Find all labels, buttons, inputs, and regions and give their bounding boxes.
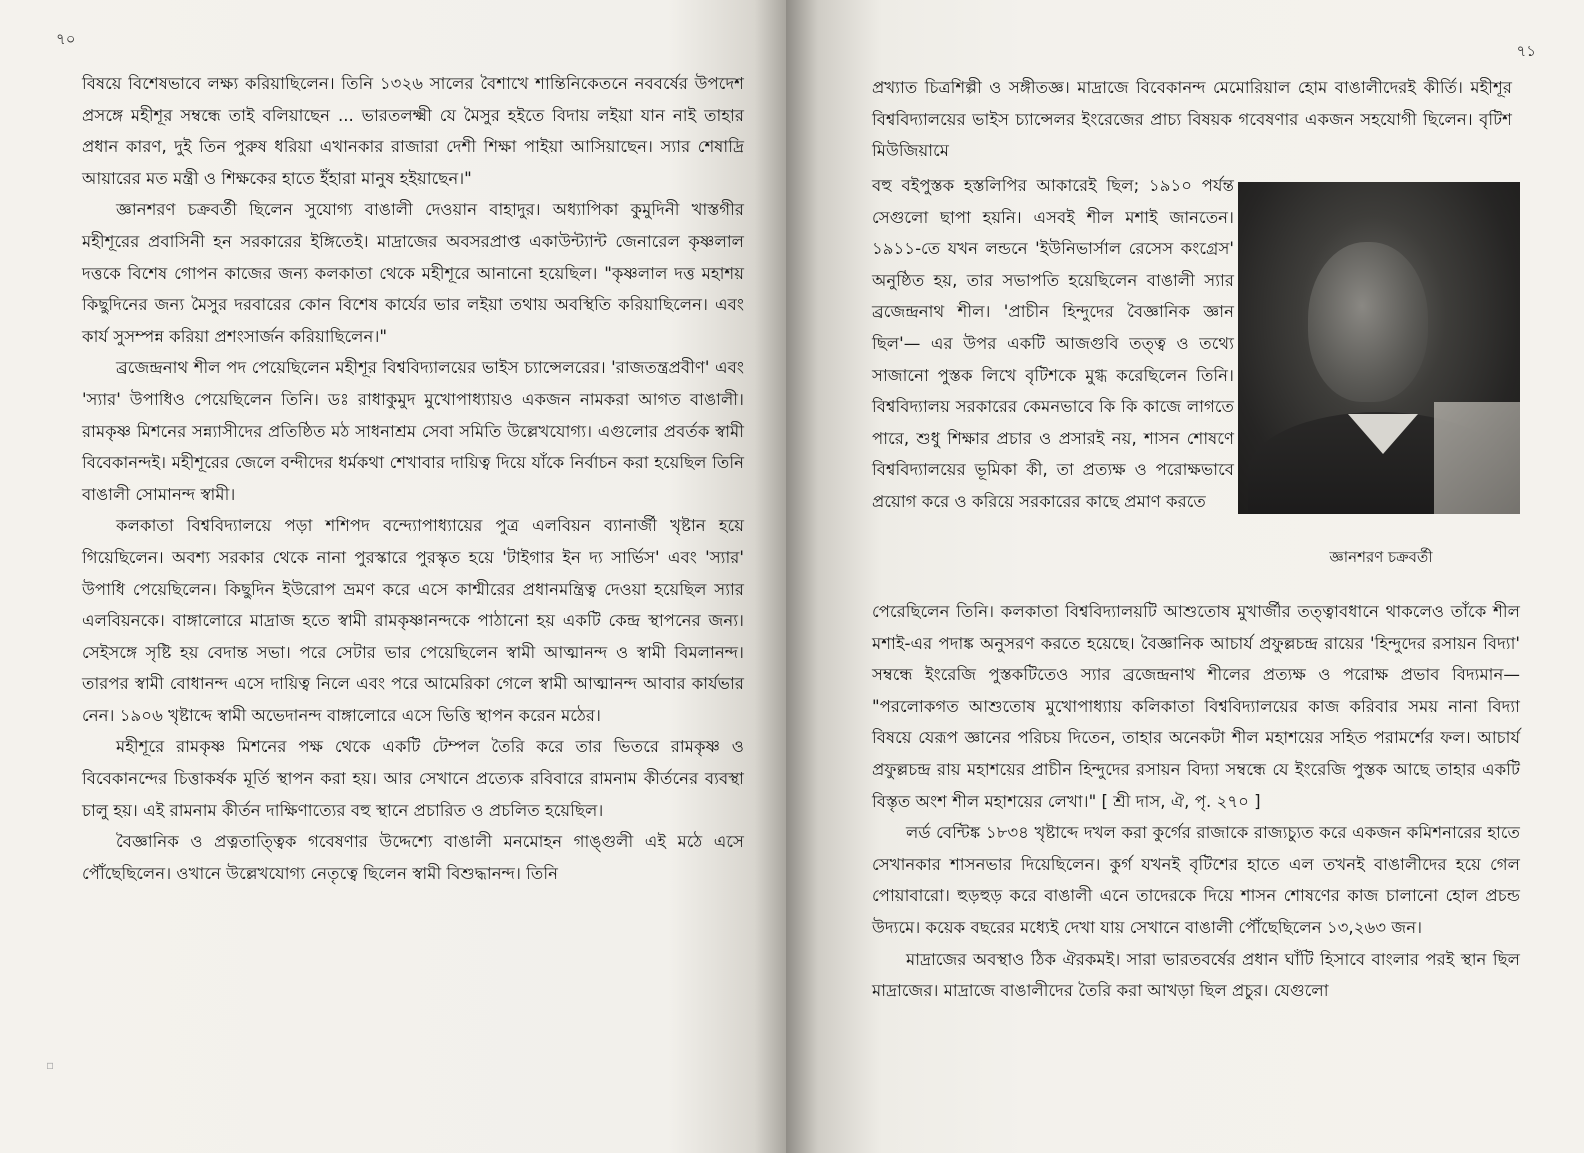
paragraph: বিষয়ে বিশেষভাবে লক্ষ্য করিয়াছিলেন। তিনি ১৩২৬ সালের বৈশাখে শান্তিনিকেতনে নববর্ষের উপদেশ প্রসঙ্গে মহীশূর সম্বন্ধে তাই বলিয়াছেন ... ভারতলক্ষ্মী যে মৈসুর হইতে বিদায় লইয়া যান নাই তাহার প্রধান কারণ, দুই তিন পুরুষ ধরিয়া এখানকার রাজারা দেশী শিক্ষা পাইয়া আসিয়াছেন। স্যার শেষাদ্রি আয়ারের মত মন্ত্রী ও শিক্ষকের হাতে ইঁহারা মানুষ হইয়াছেন।" — [82, 74, 744, 188]
paragraph: কলকাতা বিশ্ববিদ্যালয়ে পড়া শশিপদ বন্দ্যোপাধ্যায়ের পুত্র এলবিয়ন ব্যানার্জী খৃষ্টান হয়ে গিয়েছিলেন। অবশ্য সরকার থেকে নানা পুরস্কারে পুরস্কৃত হয়ে 'টাইগার ইন দ্য সার্ভিস' এবং 'স্যার' উপাধি পেয়েছিলেন। কিছুদিন ইউরোপ ভ্রমণ করে এসে কাশ্মীরের প্রধানমন্ত্রিত্ব দেওয়া হয়েছিল স্যার এলবিয়নকে। বাঙ্গালোরে মাদ্রাজ হতে স্বামী রামকৃষ্ণানন্দকে পাঠানো হয় একটি কেন্দ্র স্থাপনের জন্য। সেইসঙ্গে সৃষ্টি হয় বেদান্ত সভা। পরে সেটার ভার পেয়েছিলেন স্বামী আত্মানন্দ ও স্বামী বিমলানন্দ। তারপর স্বামী বোধানন্দ এসে দায়িত্ব নিলে এবং পরে আমেরিকা গেলে স্বামী আত্মানন্দ আবার কার্যভার নেন। ১৯০৬ খৃষ্টাব্দে স্বামী অভেদানন্দ বাঙ্গালোরে এসে ভিত্তি স্থাপন করেন মঠের। — [82, 516, 744, 725]
portrait-shawl — [1434, 402, 1520, 514]
page-number-left: ৭০ — [56, 30, 76, 48]
paragraph: মাদ্রাজের অবস্থাও ঠিক ঐরকমই। সারা ভারতবর্ষের প্রধান ঘাঁটি হিসাবে বাংলার পরই স্থান ছিল মাদ্রাজের। মাদ্রাজে বাঙালীদের তৈরি করা আখড়া ছিল প্রচুর। যেগুলো — [872, 949, 1520, 1001]
paragraph: বৈজ্ঞানিক ও প্রত্নতাত্ত্বিক গবেষণার উদ্দেশ্যে বাঙালী মনমোহন গাঙ্গুলী এই মঠে এসে পৌঁছেছিলেন। ওখানে উল্লেখযোগ্য নেতৃত্বে ছিলেন স্বামী বিশুদ্ধানন্দ। তিনি — [82, 832, 744, 883]
left-page — [0, 0, 786, 1153]
photo-caption: জ্ঞানশরণ চক্রবর্তী — [1329, 548, 1433, 566]
left-page-body — [82, 68, 744, 889]
page-number-right: ৭১ — [1516, 42, 1536, 60]
paragraph: ব্রজেন্দ্রনাথ শীল পদ পেয়েছিলেন মহীশূর বিশ্ববিদ্যালয়ের ভাইস চ্যান্সেলরের। 'রাজতন্ত্রপ্রবীণ' এবং 'স্যার' উপাধিও পেয়েছিলেন তিনি। ডঃ রাধাকুমুদ মুখোপাধ্যায়ও একজন নামকরা আগত বাঙালী। রামকৃষ্ণ মিশনের সন্ন্যাসীদের প্রতিষ্ঠিত মঠ সাধনাশ্রম সেবা সমিতি উল্লেখযোগ্য। এগুলোর প্রবর্তক স্বামী বিবেকানন্দই। মহীশূরের জেলে বন্দীদের ধর্মকথা শেখাবার দায়িত্ব দিয়ে যাঁকে নির্বাচন করা হয়েছিল তিনি বাঙালী সোমানন্দ স্বামী। — [82, 358, 744, 504]
portrait-photo — [1238, 182, 1520, 514]
right-page — [786, 0, 1584, 1153]
paragraph: জ্ঞানশরণ চক্রবর্তী ছিলেন সুযোগ্য বাঙালী দেওয়ান বাহাদুর। অধ্যাপিকা কুমুদিনী খাস্তগীর মহীশূরের প্রবাসিনী হন সরকারের ইঙ্গিতেই। মাদ্রাজের অবসরপ্রাপ্ত একাউন্ট্যান্ট জেনারেল কৃষ্ণলাল দত্তকে বিশেষ গোপন কাজের জন্য কলকাতা থেকে মহীশূরে আনানো হয়েছিল। "কৃষ্ণলাল দত্ত মহাশয় কিছুদিনের জন্য মৈসুর দরবারের কোন বিশেষ কার্যের ভার লইয়া তথায় অবস্থিতি করিয়াছিলেন। এবং কার্য সুসম্পন্ন করিয়া প্রশংসার্জন করিয়াছিলেন।" — [82, 200, 744, 346]
paragraph: লর্ড বেন্টিঙ্ক ১৮৩৪ খৃষ্টাব্দে দখল করা কুর্গের রাজাকে রাজ্যচ্যুত করে একজন কমিশনারের হাতে সেখানকার শাসনভার দিয়েছিলেন। কুর্গ যখনই বৃটিশের হাতে এল তখনই বাঙালীদের হয়ে গেল পোয়াবারো। হুড়হুড় করে বাঙালী এনে তাদেরকে দিয়ে শাসন শোষণের কাজ চালানো হোল প্রচন্ড উদ্যমে। কয়েক বছরের মধ্যেই দেখা যায় সেখানে বাঙালী পৌঁছেছিলেন ১৩,২৬৩ জন। — [872, 823, 1520, 937]
paragraph: মহীশূরে রামকৃষ্ণ মিশনের পক্ষ থেকে একটি টেম্পল তৈরি করে তার ভিতরে রামকৃষ্ণ ও বিবেকানন্দের চিত্তাকর্ষক মূর্তি স্থাপন করা হয়। আর সেখানে প্রত্যেক রবিবারে রামনাম কীর্তনের ব্যবস্থা চালু হয়। এই রামনাম কীর্তন দাক্ষিণাত্যের বহু স্থানে প্রচারিত ও প্রচলিত হয়েছিল। — [82, 737, 744, 820]
right-page-top-paragraph: প্রখ্যাত চিত্রশিল্পী ও সঙ্গীতজ্ঞ। মাদ্রাজে বিবেকানন্দ মেমোরিয়াল হোম বাঙালীদেরই কীর্তি। মহীশূর বিশ্ববিদ্যালয়ের ভাইস চ্যান্সেলর ইংরেজের প্রাচ্য বিষয়ক গবেষণার একজন সহযোগী ছিলেন। বৃটিশ মিউজিয়ামে — [872, 78, 1512, 161]
margin-mark: ▫ — [46, 1058, 55, 1072]
right-page-body — [872, 596, 1520, 1007]
portrait-face — [1308, 242, 1428, 402]
right-page-column-paragraph: বহু বইপুস্তক হস্তলিপির আকারেই ছিল; ১৯১০ পর্যন্ত সেগুলো ছাপা হয়নি। এসবই শীল মশাই জানতেন। ১৯১১-তে যখন লন্ডনে 'ইউনিভার্সাল রেসেস কংগ্রেস' অনুষ্ঠিত হয়, তার সভাপতি হয়েছিলেন বাঙালী স্যার ব্রজেন্দ্রনাথ শীল। 'প্রাচীন হিন্দুদের বৈজ্ঞানিক জ্ঞান ছিল'— এর উপর একটি আজগুবি তত্ত্ব ও তথ্যে সাজানো পুস্তক লিখে বৃটিশকে মুগ্ধ করেছিলেন তিনি। বিশ্ববিদ্যালয় সরকারের কেমনভাবে কি কি কাজে লাগতে পারে, শুধু শিক্ষার প্রচার ও প্রসারই নয়, শাসন শোষণে বিশ্ববিদ্যালয়ের ভূমিকা কী, তা প্রত্যক্ষ ও পরোক্ষভাবে প্রয়োগ করে ও করিয়ে সরকারের কাছে প্রমাণ করতে — [872, 176, 1234, 511]
paragraph: পেরেছিলেন তিনি। কলকাতা বিশ্ববিদ্যালয়টি আশুতোষ মুখার্জীর তত্ত্বাবধানে থাকলেও তাঁকে শীল মশাই-এর পদাঙ্ক অনুসরণ করতে হয়েছে। বৈজ্ঞানিক আচার্য প্রফুল্লচন্দ্র রায়ের 'হিন্দুদের রসায়ন বিদ্যা' সম্বন্ধে ইংরেজি পুস্তকটিতেও স্যার ব্রজেন্দ্রনাথ শীলের প্রত্যক্ষ ও পরোক্ষ প্রভাব বিদ্যমান— "পরলোকগত আশুতোষ মুখোপাধ্যায় কলিকাতা বিশ্ববিদ্যালয়ের কাজ করিবার সময় নানা বিদ্যা বিষয়ে যেরূপ জ্ঞানের পরিচয় দিতেন, তাহার অনেকটা শীল মহাশয়ের সহিত পরামর্শের ফল। আচার্য প্রফুল্লচন্দ্র রায় মহাশয়ের প্রাচীন হিন্দুদের রসায়ন বিদ্যা সম্বন্ধে যে ইংরেজি পুস্তক আছে তাহার একটি বিস্তৃত অংশ শীল মহাশয়ের লেখা।" [ শ্রী দাস, ঐ, পৃ. ২৭০ ] — [872, 602, 1520, 811]
